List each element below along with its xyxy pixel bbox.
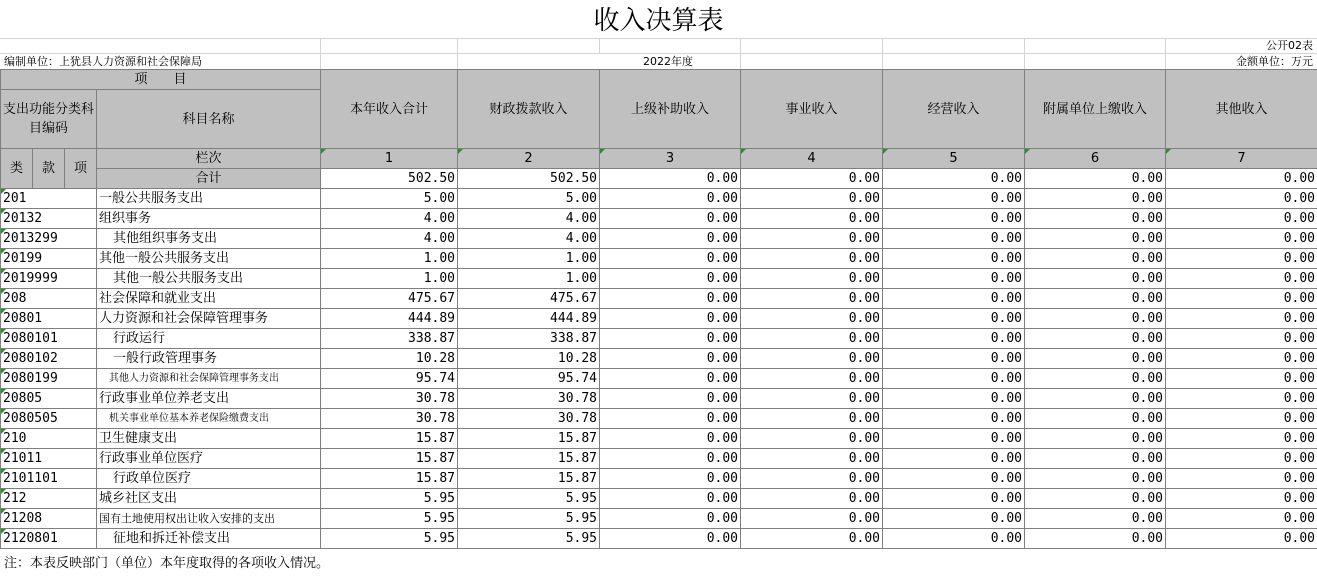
- amount-cell[interactable]: 0.00: [883, 529, 1025, 549]
- col-number: 6: [1025, 149, 1166, 169]
- amount-cell[interactable]: 0.00: [741, 289, 883, 309]
- table-row: [1, 269, 1317, 289]
- amount-cell[interactable]: 95.74: [458, 369, 600, 389]
- amount-cell[interactable]: 15.87: [321, 449, 458, 469]
- amount-cell[interactable]: 4.00: [458, 229, 600, 249]
- form-number: 公开02表: [1266, 39, 1313, 52]
- amount-cell[interactable]: 0.00: [600, 469, 741, 489]
- amount-cell[interactable]: 0.00: [1166, 229, 1317, 249]
- compiling-unit: 编制单位：上犹县人力资源和社会保障局: [4, 55, 202, 68]
- amount-cell[interactable]: 15.87: [458, 469, 600, 489]
- amount-cell[interactable]: 0.00: [600, 409, 741, 429]
- subject-name-cell[interactable]: 城乡社区支出: [97, 489, 321, 509]
- subject-name-cell[interactable]: 卫生健康支出: [97, 429, 321, 449]
- subject-code-cell[interactable]: 20801: [1, 309, 97, 329]
- subject-code-cell[interactable]: 21011: [1, 449, 97, 469]
- amount-cell[interactable]: 30.78: [458, 409, 600, 429]
- amount-cell[interactable]: 0.00: [600, 509, 741, 529]
- table-row: [1, 449, 1317, 469]
- amount-cell[interactable]: 10.28: [458, 349, 600, 369]
- amount-cell[interactable]: 0.00: [741, 449, 883, 469]
- amount-cell[interactable]: 0.00: [1025, 289, 1166, 309]
- amount-cell[interactable]: 0.00: [600, 189, 741, 209]
- subject-name-cell[interactable]: 组织事务: [97, 209, 321, 229]
- amount-cell[interactable]: 0.00: [1166, 349, 1317, 369]
- amount-cell[interactable]: 0.00: [741, 489, 883, 509]
- table-row: [1, 529, 1317, 549]
- amount-cell[interactable]: 0.00: [1166, 489, 1317, 509]
- subject-code-cell[interactable]: 2080102: [1, 349, 97, 369]
- subject-code-cell[interactable]: 2013299: [1, 229, 97, 249]
- table-row: [1, 469, 1317, 489]
- table-row: [1, 289, 1317, 309]
- amount-cell[interactable]: 0.00: [1166, 269, 1317, 289]
- amount-cell[interactable]: 0.00: [741, 529, 883, 549]
- amount-cell[interactable]: 0.00: [1166, 509, 1317, 529]
- amount-cell[interactable]: 475.67: [321, 289, 458, 309]
- amount-cell[interactable]: 0.00: [883, 249, 1025, 269]
- subject-name-cell[interactable]: 行政单位医疗: [97, 469, 321, 489]
- subject-name-cell[interactable]: 一般公共服务支出: [97, 189, 321, 209]
- table-row: [1, 489, 1317, 509]
- amount-cell[interactable]: 0.00: [1025, 409, 1166, 429]
- column-header: 经营收入: [883, 70, 1025, 149]
- amount-cell[interactable]: 0.00: [600, 229, 741, 249]
- amount-cell[interactable]: 5.95: [321, 529, 458, 549]
- amount-cell[interactable]: 0.00: [1166, 329, 1317, 349]
- amount-cell[interactable]: 0.00: [741, 189, 883, 209]
- table-row: [1, 249, 1317, 269]
- subject-name-cell[interactable]: 社会保障和就业支出: [97, 289, 321, 309]
- amount-cell[interactable]: 0.00: [1166, 469, 1317, 489]
- lanci-label: 栏次: [97, 149, 321, 169]
- amount-cell[interactable]: 0.00: [741, 329, 883, 349]
- subject-code-cell[interactable]: 201: [1, 189, 97, 209]
- table-row: [1, 509, 1317, 529]
- total-cell[interactable]: 502.50: [321, 169, 458, 189]
- amount-cell[interactable]: 30.78: [458, 389, 600, 409]
- total-cell[interactable]: 0.00: [1025, 169, 1166, 189]
- amount-cell[interactable]: 5.00: [458, 189, 600, 209]
- amount-cell[interactable]: 1.00: [321, 249, 458, 269]
- total-cell[interactable]: 502.50: [458, 169, 600, 189]
- amount-cell[interactable]: 0.00: [1025, 489, 1166, 509]
- subject-code-cell[interactable]: 2080199: [1, 369, 97, 389]
- subject-code-cell[interactable]: 20805: [1, 389, 97, 409]
- subject-code-cell[interactable]: 2080505: [1, 409, 97, 429]
- amount-cell[interactable]: 0.00: [600, 209, 741, 229]
- table-row: [1, 229, 1317, 249]
- amount-cell[interactable]: 0.00: [600, 349, 741, 369]
- amount-cell[interactable]: 0.00: [741, 309, 883, 329]
- amount-cell[interactable]: 0.00: [741, 249, 883, 269]
- col-number: 2: [458, 149, 600, 169]
- amount-cell[interactable]: 0.00: [741, 389, 883, 409]
- column-header: 事业收入: [741, 70, 883, 149]
- amount-cell[interactable]: 0.00: [600, 309, 741, 329]
- amount-cell[interactable]: 0.00: [1166, 209, 1317, 229]
- amount-cell[interactable]: 10.28: [321, 349, 458, 369]
- amount-cell[interactable]: 444.89: [458, 309, 600, 329]
- amount-cell[interactable]: 0.00: [883, 429, 1025, 449]
- amount-cell[interactable]: 0.00: [600, 489, 741, 509]
- amount-cell[interactable]: 0.00: [883, 309, 1025, 329]
- total-cell[interactable]: 0.00: [600, 169, 741, 189]
- amount-cell[interactable]: 0.00: [883, 269, 1025, 289]
- amount-cell[interactable]: 0.00: [1025, 449, 1166, 469]
- amount-cell[interactable]: 0.00: [1025, 269, 1166, 289]
- subject-code-cell[interactable]: 212: [1, 489, 97, 509]
- total-cell[interactable]: 0.00: [741, 169, 883, 189]
- subject-name-cell[interactable]: 其他一般公共服务支出: [97, 269, 321, 289]
- subject-code-cell[interactable]: 210: [1, 429, 97, 449]
- amount-cell[interactable]: 0.00: [600, 449, 741, 469]
- amount-cell[interactable]: 0.00: [600, 289, 741, 309]
- amount-cell[interactable]: 0.00: [1166, 369, 1317, 389]
- amount-cell[interactable]: 0.00: [1166, 309, 1317, 329]
- kuan-header: 款: [33, 149, 65, 189]
- total-cell[interactable]: 0.00: [883, 169, 1025, 189]
- col-number: 7: [1166, 149, 1317, 169]
- subject-name-header: 科目名称: [97, 90, 321, 149]
- subject-code-cell[interactable]: 208: [1, 289, 97, 309]
- col-number: 5: [883, 149, 1025, 169]
- amount-cell[interactable]: 15.87: [321, 469, 458, 489]
- amount-cell[interactable]: 0.00: [883, 229, 1025, 249]
- table-row: [1, 429, 1317, 449]
- item-header: 项 目: [1, 70, 321, 90]
- amount-cell[interactable]: 0.00: [1025, 309, 1166, 329]
- amount-cell[interactable]: 0.00: [883, 349, 1025, 369]
- column-header: 附属单位上缴收入: [1025, 70, 1166, 149]
- footer-note: 注：本表反映部门（单位）本年度取得的各项收入情况。: [4, 556, 330, 571]
- table-row: [1, 409, 1317, 429]
- amount-cell[interactable]: 5.95: [458, 509, 600, 529]
- amount-cell[interactable]: 338.87: [458, 329, 600, 349]
- subject-name-cell[interactable]: 其他人力资源和社会保障管理事务支出: [97, 369, 321, 389]
- amount-cell[interactable]: 0.00: [741, 509, 883, 529]
- subject-code-cell[interactable]: 2019999: [1, 269, 97, 289]
- subject-name-cell[interactable]: 征地和拆迁补偿支出: [97, 529, 321, 549]
- subject-code-cell[interactable]: 2120801: [1, 529, 97, 549]
- subject-name-cell[interactable]: 一般行政管理事务: [97, 349, 321, 369]
- amount-cell[interactable]: 30.78: [321, 389, 458, 409]
- amount-cell[interactable]: 0.00: [1025, 429, 1166, 449]
- subject-name-cell[interactable]: 行政事业单位医疗: [97, 449, 321, 469]
- amount-cell[interactable]: 0.00: [883, 489, 1025, 509]
- amount-cell[interactable]: 0.00: [883, 329, 1025, 349]
- column-header: 本年收入合计: [321, 70, 458, 149]
- func-code-header: 支出功能分类科目编码: [1, 90, 97, 149]
- col-number: 1: [321, 149, 458, 169]
- amount-cell[interactable]: 0.00: [741, 409, 883, 429]
- amount-cell[interactable]: 0.00: [600, 329, 741, 349]
- amount-cell[interactable]: 0.00: [1025, 349, 1166, 369]
- amount-cell[interactable]: 0.00: [1166, 249, 1317, 269]
- amount-cell[interactable]: 0.00: [883, 289, 1025, 309]
- total-row: [1, 169, 1317, 189]
- table-row: [1, 349, 1317, 369]
- amount-cell[interactable]: 0.00: [883, 369, 1025, 389]
- amount-cell[interactable]: 0.00: [883, 209, 1025, 229]
- amount-cell[interactable]: 5.95: [458, 489, 600, 509]
- subject-code-cell[interactable]: 21208: [1, 509, 97, 529]
- amount-cell[interactable]: 0.00: [883, 509, 1025, 529]
- amount-cell[interactable]: 0.00: [1025, 509, 1166, 529]
- amount-cell[interactable]: 0.00: [1025, 389, 1166, 409]
- col-number: 4: [741, 149, 883, 169]
- amount-cell[interactable]: 0.00: [741, 229, 883, 249]
- amount-cell[interactable]: 0.00: [883, 389, 1025, 409]
- amount-cell[interactable]: 0.00: [600, 249, 741, 269]
- amount-cell[interactable]: 0.00: [1166, 449, 1317, 469]
- amount-cell[interactable]: 0.00: [1025, 329, 1166, 349]
- amount-cell[interactable]: 0.00: [1166, 529, 1317, 549]
- amount-cell[interactable]: 1.00: [458, 249, 600, 269]
- amount-cell[interactable]: 0.00: [1025, 369, 1166, 389]
- fiscal-year: 2022年度: [643, 55, 693, 68]
- income-table: [0, 69, 1317, 549]
- amount-cell[interactable]: 15.87: [458, 429, 600, 449]
- amount-unit: 金额单位：万元: [1236, 55, 1313, 68]
- subject-name-cell[interactable]: 其他一般公共服务支出: [97, 249, 321, 269]
- amount-cell[interactable]: 475.67: [458, 289, 600, 309]
- table-row: [1, 389, 1317, 409]
- subject-name-cell[interactable]: 人力资源和社会保障管理事务: [97, 309, 321, 329]
- amount-cell[interactable]: 1.00: [458, 269, 600, 289]
- amount-cell[interactable]: 95.74: [321, 369, 458, 389]
- subject-name-cell[interactable]: 行政运行: [97, 329, 321, 349]
- form-number-row: [0, 38, 1317, 54]
- table-row: [1, 309, 1317, 329]
- total-label: 合计: [97, 169, 321, 189]
- subject-name-cell[interactable]: 其他组织事务支出: [97, 229, 321, 249]
- table-row: [1, 369, 1317, 389]
- amount-cell[interactable]: 0.00: [600, 429, 741, 449]
- amount-cell[interactable]: 0.00: [741, 469, 883, 489]
- amount-cell[interactable]: 0.00: [600, 269, 741, 289]
- subject-code-cell[interactable]: 20199: [1, 249, 97, 269]
- lei-header: 类: [1, 149, 33, 189]
- amount-cell[interactable]: 4.00: [321, 229, 458, 249]
- subject-code-cell[interactable]: 2101101: [1, 469, 97, 489]
- amount-cell[interactable]: 5.95: [458, 529, 600, 549]
- amount-cell[interactable]: 0.00: [1025, 469, 1166, 489]
- amount-cell[interactable]: 0.00: [883, 449, 1025, 469]
- amount-cell[interactable]: 0.00: [741, 349, 883, 369]
- amount-cell[interactable]: 0.00: [600, 529, 741, 549]
- amount-cell[interactable]: 0.00: [1166, 389, 1317, 409]
- amount-cell[interactable]: 5.95: [321, 489, 458, 509]
- amount-cell[interactable]: 338.87: [321, 329, 458, 349]
- subject-name-cell[interactable]: 国有土地使用权出让收入安排的支出: [97, 509, 321, 529]
- col-number: 3: [600, 149, 741, 169]
- amount-cell[interactable]: 0.00: [741, 209, 883, 229]
- column-header: 财政拨款收入: [458, 70, 600, 149]
- amount-cell[interactable]: 0.00: [1025, 229, 1166, 249]
- page-title: 收入决算表: [0, 0, 1317, 39]
- amount-cell[interactable]: 15.87: [458, 449, 600, 469]
- amount-cell[interactable]: 5.95: [321, 509, 458, 529]
- amount-cell[interactable]: 0.00: [1166, 189, 1317, 209]
- amount-cell[interactable]: 0.00: [741, 369, 883, 389]
- amount-cell[interactable]: 0.00: [883, 409, 1025, 429]
- amount-cell[interactable]: 0.00: [1166, 289, 1317, 309]
- subject-code-cell[interactable]: 2080101: [1, 329, 97, 349]
- subject-name-cell[interactable]: 机关事业单位基本养老保险缴费支出: [97, 409, 321, 429]
- amount-cell[interactable]: 4.00: [458, 209, 600, 229]
- column-header: 上级补助收入: [600, 70, 741, 149]
- column-header: 其他收入: [1166, 70, 1317, 149]
- amount-cell[interactable]: 0.00: [600, 369, 741, 389]
- meta-row: [0, 54, 1317, 70]
- amount-cell[interactable]: 0.00: [883, 469, 1025, 489]
- amount-cell[interactable]: 444.89: [321, 309, 458, 329]
- table-row: [1, 189, 1317, 209]
- amount-cell[interactable]: 15.87: [321, 429, 458, 449]
- amount-cell[interactable]: 0.00: [741, 429, 883, 449]
- amount-cell[interactable]: 0.00: [1025, 209, 1166, 229]
- amount-cell[interactable]: 0.00: [1166, 409, 1317, 429]
- amount-cell[interactable]: 0.00: [883, 189, 1025, 209]
- subject-code-cell[interactable]: 20132: [1, 209, 97, 229]
- amount-cell[interactable]: 4.00: [321, 209, 458, 229]
- amount-cell[interactable]: 0.00: [1025, 529, 1166, 549]
- total-cell[interactable]: 0.00: [1166, 169, 1317, 189]
- amount-cell[interactable]: 1.00: [321, 269, 458, 289]
- amount-cell[interactable]: 0.00: [1025, 189, 1166, 209]
- table-row: [1, 209, 1317, 229]
- amount-cell[interactable]: 5.00: [321, 189, 458, 209]
- amount-cell[interactable]: 30.78: [321, 409, 458, 429]
- amount-cell[interactable]: 0.00: [600, 389, 741, 409]
- amount-cell[interactable]: 0.00: [1166, 429, 1317, 449]
- table-row: [1, 329, 1317, 349]
- amount-cell[interactable]: 0.00: [1025, 249, 1166, 269]
- subject-name-cell[interactable]: 行政事业单位养老支出: [97, 389, 321, 409]
- amount-cell[interactable]: 0.00: [741, 269, 883, 289]
- xiang-header: 项: [65, 149, 97, 189]
